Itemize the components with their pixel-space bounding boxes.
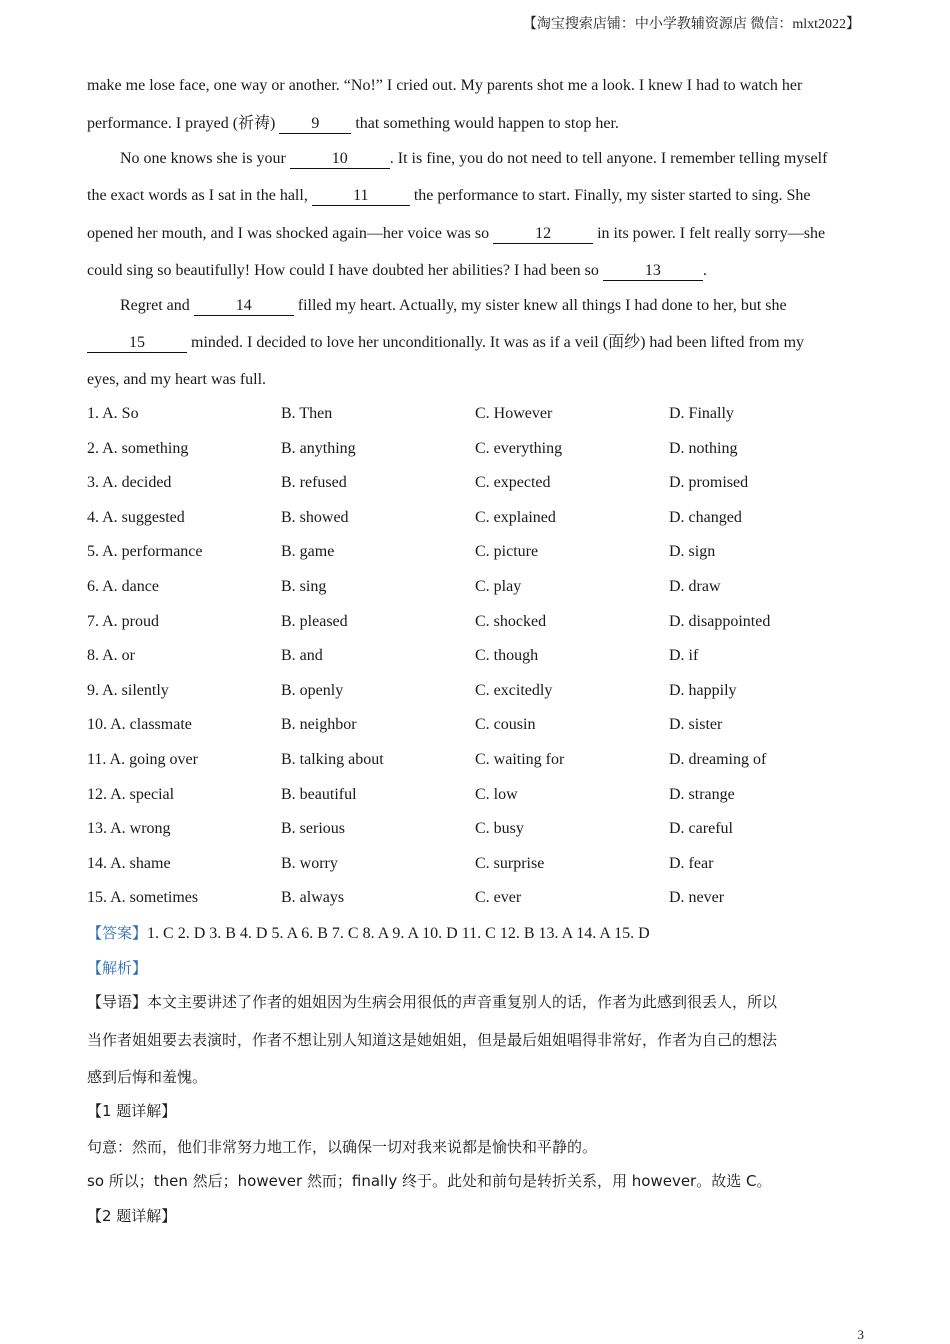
option-a: 15. A. sometimes xyxy=(87,889,199,907)
option-a: 3. A. decided xyxy=(87,474,172,492)
option-row xyxy=(87,612,859,632)
option-d: D. disappointed xyxy=(669,612,771,630)
option-c: C. busy xyxy=(475,820,524,838)
option-b: B. sing xyxy=(281,578,327,595)
answer-label: 【答案】 xyxy=(87,924,148,942)
option-b: B. worry xyxy=(281,854,338,872)
intro-line: 当作者姐姐要去表演时，作者不想让别人知道这是她姐姐，但是最后姐姐唱得非常好，作者为自己的想法 xyxy=(87,1031,778,1049)
option-c: C. play xyxy=(475,578,522,595)
option-row xyxy=(87,681,859,701)
option-c: C. expected xyxy=(475,474,551,492)
option-a: 9. A. silently xyxy=(87,681,169,699)
passage-line: the exact words as I sat in the hall, 11 the performance to start. Finally, my sister started to sing. She xyxy=(87,187,811,204)
option-d: D. careful xyxy=(669,820,733,838)
option-row xyxy=(87,715,859,735)
passage-line: No one knows she is your 10 . It is fine, you do not need to tell anyone. I remember telling myself xyxy=(120,150,828,167)
q1-explain: so 所以；then 然后；however 然而；finally 终于。此处和前句是转折关系，用 however。故选 C。 xyxy=(87,1172,772,1190)
option-row xyxy=(87,473,859,493)
option-row xyxy=(87,404,859,424)
option-row xyxy=(87,542,859,562)
passage-line: opened her mouth, and I was shocked again—her voice was so 12 in its power. I felt really sorry—she xyxy=(87,225,826,242)
option-a: 4. A. suggested xyxy=(87,508,185,526)
option-c: C. low xyxy=(475,785,518,803)
option-row xyxy=(87,785,859,805)
option-row xyxy=(87,854,859,874)
option-a: 1. A. So xyxy=(87,405,139,422)
option-row xyxy=(87,888,859,908)
option-b: B. game xyxy=(281,543,335,561)
option-b: B. beautiful xyxy=(281,785,357,803)
blank-12: 12 xyxy=(493,225,593,244)
option-d: D. sign xyxy=(669,543,716,561)
blank-9: 9 xyxy=(279,115,351,134)
answer-text: 1. C 2. D 3. B 4. D 5. A 6. B 7. C 8. A 9. A 10. D 11. C 12. B 13. A 14. A 15. D xyxy=(147,925,650,942)
q1-meaning: 句意：然而，他们非常努力地工作，以确保一切对我来说都是愉快和平静的。 xyxy=(87,1138,598,1156)
option-d: D. Finally xyxy=(669,405,734,422)
blank-11: 11 xyxy=(312,187,410,206)
option-a: 2. A. something xyxy=(87,439,189,457)
option-d: D. draw xyxy=(669,578,721,595)
option-a: 7. A. proud xyxy=(87,612,159,630)
option-a: 14. A. shame xyxy=(87,854,171,872)
option-d: D. fear xyxy=(669,854,714,872)
option-c: C. waiting for xyxy=(475,751,565,768)
option-a: 12. A. special xyxy=(87,785,175,803)
option-row xyxy=(87,750,859,770)
option-d: D. changed xyxy=(669,508,742,526)
option-d: D. strange xyxy=(669,785,735,803)
q2-title: 【2 题详解】 xyxy=(87,1207,177,1225)
blank-15: 15 xyxy=(87,334,187,353)
option-b: B. openly xyxy=(281,681,344,699)
passage-line: 15 minded. I decided to love her unconditionally. It was as if a veil (面纱) had been lifted from my xyxy=(87,333,859,353)
option-row xyxy=(87,508,859,528)
blank-13: 13 xyxy=(603,262,703,281)
passage-line: make me lose face, one way or another. “No!” I cried out. My parents shot me a look. I knew I had to watch her xyxy=(87,77,803,94)
answer-line xyxy=(87,923,859,944)
option-b: B. showed xyxy=(281,508,349,526)
option-a: 11. A. going over xyxy=(87,751,198,768)
option-a: 5. A. performance xyxy=(87,543,203,561)
option-b: B. always xyxy=(281,889,345,907)
option-b: B. refused xyxy=(281,474,347,492)
option-c: C. surprise xyxy=(475,854,545,872)
passage-line: eyes, and my heart was full. xyxy=(87,371,267,388)
option-d: D. sister xyxy=(669,716,723,734)
option-row xyxy=(87,439,859,459)
passage-line: could sing so beautifully! How could I have doubted her abilities? I had been so 13 . xyxy=(87,262,707,279)
option-c: C. though xyxy=(475,647,539,665)
option-d: D. never xyxy=(669,889,725,907)
blank-10: 10 xyxy=(290,150,390,169)
option-b: B. pleased xyxy=(281,612,348,630)
option-c: C. cousin xyxy=(475,716,536,734)
q1-title: 【1 题详解】 xyxy=(87,1102,177,1120)
option-d: D. promised xyxy=(669,474,749,492)
option-d: D. if xyxy=(669,647,699,665)
option-b: B. and xyxy=(281,647,323,665)
option-c: C. However xyxy=(475,405,553,422)
option-row xyxy=(87,646,859,666)
option-c: C. picture xyxy=(475,543,539,561)
option-a: 8. A. or xyxy=(87,647,135,665)
option-d: D. nothing xyxy=(669,439,738,457)
option-c: C. excitedly xyxy=(475,681,553,699)
option-d: D. happily xyxy=(669,681,737,699)
option-b: B. neighbor xyxy=(281,716,357,734)
passage-line: Regret and 14 filled my heart. Actually, my sister knew all things I had done to her, but she xyxy=(120,297,787,314)
option-a: 13. A. wrong xyxy=(87,820,171,838)
page-number: 3 xyxy=(857,1327,864,1342)
analysis-label: 【解析】 xyxy=(87,959,148,977)
page-header: 【淘宝搜索店铺：中小学教辅资源店 微信：mlxt2022】 xyxy=(522,17,860,32)
option-row xyxy=(87,577,859,597)
option-b: B. Then xyxy=(281,405,333,422)
option-a: 6. A. dance xyxy=(87,578,159,595)
option-b: B. serious xyxy=(281,820,345,838)
option-c: C. explained xyxy=(475,508,556,526)
option-a: 10. A. classmate xyxy=(87,716,192,734)
passage-line: performance. I prayed (祈祷) 9 that something would happen to stop her. xyxy=(87,115,619,132)
option-b: B. talking about xyxy=(281,751,384,768)
option-c: C. shocked xyxy=(475,612,547,630)
blank-14: 14 xyxy=(194,297,294,316)
intro-line: 【导语】本文主要讲述了作者的姐姐因为生病会用很低的声音重复别人的话，作者为此感到很丢人，所以 xyxy=(87,993,778,1011)
option-b: B. anything xyxy=(281,439,356,457)
intro-line: 感到后悔和羞愧。 xyxy=(87,1068,208,1086)
option-row xyxy=(87,819,859,839)
option-c: C. ever xyxy=(475,889,522,907)
option-d: D. dreaming of xyxy=(669,751,767,768)
option-c: C. everything xyxy=(475,439,563,457)
